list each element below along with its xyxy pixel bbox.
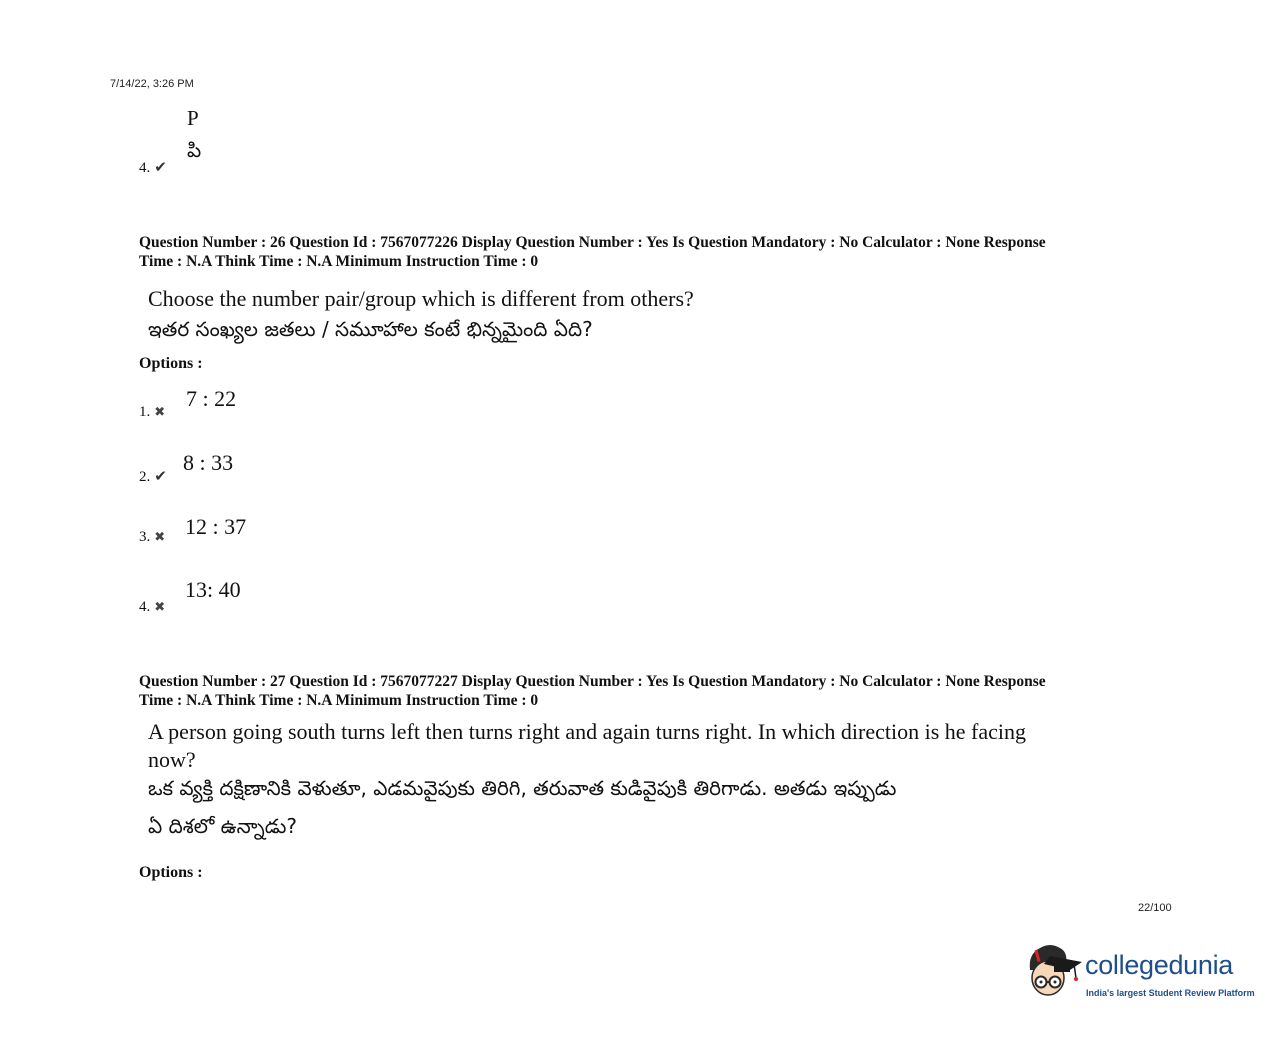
option-number: 2. (139, 469, 151, 485)
question-meta-line2: Time : N.A Think Time : N.A Minimum Instruction Time : 0 (139, 253, 539, 270)
option-row (139, 528, 165, 546)
option-row (139, 598, 165, 616)
prev-option-value: P (187, 106, 199, 130)
question-meta-line1: Question Number : 26 Question Id : 7567077226 Display Question Number : Yes Is Question Mandatory : No Calculator : None Response (139, 234, 1046, 251)
option-number: 1. (139, 404, 151, 420)
options-label: Options : (139, 355, 203, 372)
cross-icon: ✖ (154, 530, 166, 545)
question-text-en-line2: now? (148, 747, 196, 772)
cross-icon: ✖ (154, 405, 166, 420)
question-text-te-line2: ఏ దిశలో ఉన్నాడు? (148, 814, 298, 838)
check-icon: ✔ (154, 467, 167, 485)
check-icon: ✔ (154, 158, 167, 176)
prev-option-row (139, 158, 167, 177)
question-meta-line1: Question Number : 27 Question Id : 7567077227 Display Question Number : Yes Is Question Mandatory : No Calculator : None Response (139, 673, 1046, 690)
question-text-te (148, 774, 1148, 840)
page-number: 22/100 (1138, 902, 1172, 914)
question-meta-line2: Time : N.A Think Time : N.A Minimum Instruction Time : 0 (139, 692, 539, 709)
option-number: 3. (139, 529, 151, 545)
question-text-te: ఇతర సంఖ్యల జతలు / సమూహాల కంటే భిన్నమైంది ఏది? (148, 317, 593, 341)
question-meta (139, 233, 1169, 271)
question-text-en-line1: A person going south turns left then turns right and again turns right. In which direction is he facing (148, 719, 1027, 744)
logo-tagline: India's largest Student Review Platform (1086, 988, 1255, 998)
question-text-te-line1: ఒక వ్యక్తి దక్షిణానికి వెళుతూ, ఎడమవైపుకు తిరిగి, తరువాత కుడివైపుకి తిరిగాడు. అతడు ఇప్పుడు (148, 776, 897, 800)
logo-wordmark: collegedunia (1085, 950, 1234, 980)
option-value: 12 : 37 (185, 514, 247, 539)
option-value: 13: 40 (185, 577, 241, 602)
prev-option-telugu: పి (187, 138, 202, 162)
question-text-en: Choose the number pair/group which is different from others? (148, 286, 694, 311)
question-meta (139, 672, 1169, 710)
cross-icon: ✖ (154, 600, 166, 615)
question-text-en (148, 718, 1148, 774)
collegedunia-logo-icon (1024, 940, 1086, 1008)
option-value: 7 : 22 (186, 386, 237, 411)
print-timestamp: 7/14/22, 3:26 PM (110, 78, 194, 90)
option-row (139, 403, 165, 421)
option-row (139, 467, 167, 486)
option-value: 8 : 33 (183, 450, 234, 475)
option-number: 4. (139, 160, 151, 176)
option-number: 4. (139, 599, 151, 615)
options-label: Options : (139, 864, 203, 881)
